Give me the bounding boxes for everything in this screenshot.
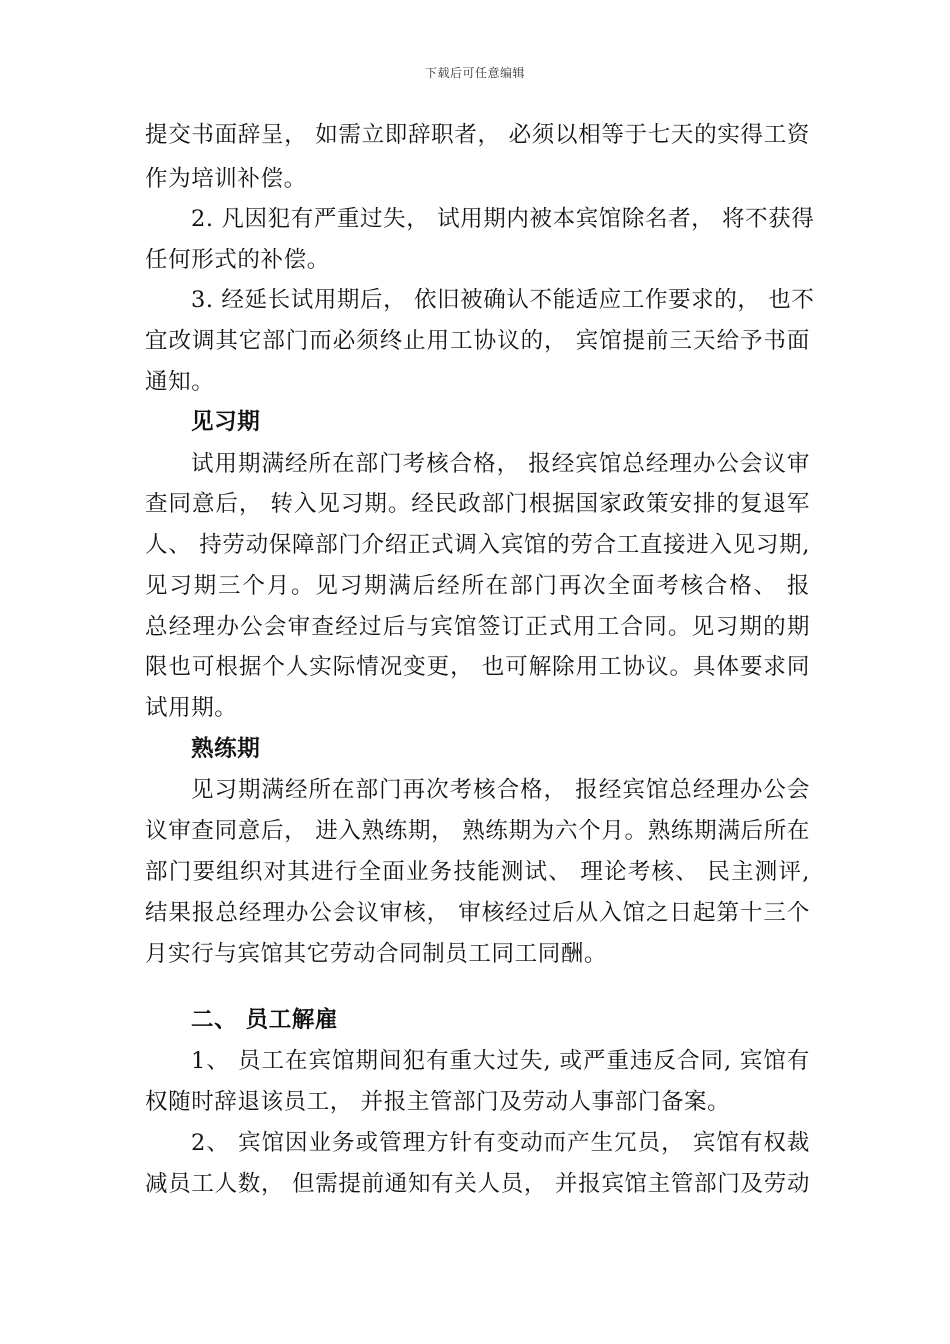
page-header: 下载后可任意编辑	[424, 66, 525, 80]
section-heading: 二、 员工解雇	[191, 1007, 339, 1033]
paragraph-line: 部门要组织对其进行全面业务技能测试、 理论考核、 民主测评,	[145, 859, 810, 885]
section-heading: 见习期	[191, 409, 261, 435]
paragraph-line: 任何形式的补偿。	[145, 247, 330, 273]
paragraph-line: 2、 宾馆因业务或管理方针有变动而产生冗员， 宾馆有权裁	[191, 1130, 810, 1156]
paragraph-line: 限也可根据个人实际情况变更， 也可解除用工协议。具体要求同	[145, 654, 810, 680]
paragraph-line: 权随时辞退该员工， 并报主管部门及劳动人事部门备案。	[145, 1089, 731, 1115]
paragraph-line: 提交书面辞呈， 如需立即辞职者， 必须以相等于七天的实得工资	[145, 122, 810, 148]
paragraph-line: 查同意后， 转入见习期。经民政部门根据国家政策安排的复退军	[145, 491, 810, 517]
paragraph-line: 试用期。	[145, 695, 238, 721]
paragraph-line: 见习期满经所在部门再次考核合格， 报经宾馆总经理办公会	[191, 777, 810, 803]
paragraph-line: 月实行与宾馆其它劳动合同制员工同工同酬。	[145, 941, 608, 967]
paragraph-line: 宜改调其它部门而必须终止用工协议的， 宾馆提前三天给予书面	[145, 328, 810, 354]
section-heading: 熟练期	[191, 736, 261, 762]
paragraph-line: 通知。	[145, 369, 215, 395]
paragraph-line: 试用期满经所在部门考核合格， 报经宾馆总经理办公会议审	[191, 451, 810, 477]
paragraph-line: 总经理办公会审查经过后与宾馆签订正式用工合同。见习期的期	[145, 614, 810, 640]
paragraph-line: 1、 员工在宾馆期间犯有重大过失, 或严重违反合同, 宾馆有	[191, 1048, 810, 1074]
paragraph-line: 作为培训补偿。	[145, 166, 307, 192]
paragraph-line: 见习期三个月。见习期满后经所在部门再次全面考核合格、 报	[145, 573, 810, 599]
paragraph-line: 议审查同意后， 进入熟练期， 熟练期为六个月。熟练期满后所在	[145, 818, 810, 844]
paragraph-line: 减员工人数， 但需提前通知有关人员， 并报宾馆主管部门及劳动	[145, 1171, 810, 1197]
paragraph-line: 结果报总经理办公会议审核， 审核经过后从入馆之日起第十三个	[145, 900, 810, 926]
paragraph-line: 2. 凡因犯有严重过失， 试用期内被本宾馆除名者， 将不获得	[191, 206, 815, 232]
paragraph-line: 3. 经延长试用期后， 依旧被确认不能适应工作要求的， 也不	[191, 287, 815, 313]
paragraph-line: 人、 持劳动保障部门介绍正式调入宾馆的劳合工直接进入见习期,	[145, 532, 810, 558]
